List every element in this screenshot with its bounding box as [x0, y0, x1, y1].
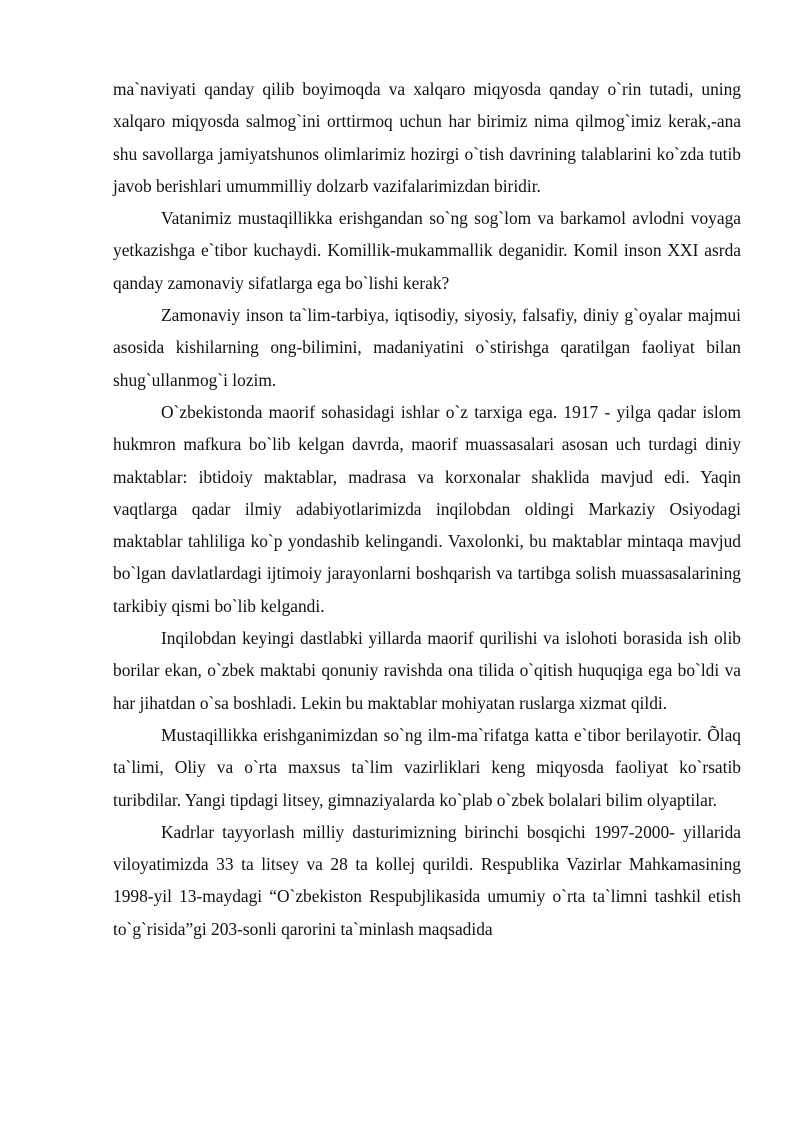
paragraph-mustaqillik: Mustaqillikka erishganimizdan so`ng ilm-ma`rifatga katta e`tibor berilayotir. Õlaq ta`limi, Oliy va o`rta maxsus ta`lim vazirliklari keng miqyosda faoliyat ko`rsatib turibdilar. Yangi tipdagi litsey, gimnaziyalarda ko`plab o`zbek bolalari bilim olyaptilar. [113, 724, 741, 810]
paragraph-kadrlar-tayyorlash: Kadrlar tayyorlash milliy dasturimizning birinchi bosqichi 1997-2000- yillarida viloyatimizda 33 ta litsey va 28 ta kollej qurildi. Respublika Vazirlar Mahkamasining 1998-yil 13-maydagi “O`zbekiston Respubjlikasida umumiy o`rta ta`limni tashkil etish to`g`risida”gi 203-sonli qarorini ta`minlash maqsadida [113, 821, 741, 939]
paragraph-vatanimiz: Vatanimiz mustaqillikka erishgandan so`ng sog`lom va barkamol avlodni voyaga yetkazishga e`tibor kuchaydi. Komillik-mukammallik deganidir. Komil inson XXI asrda qanday zamonaviy sifatlarga ega bo`lishi kerak? [113, 208, 741, 293]
document-page [113, 73, 741, 945]
paragraph-zamonaviy-inson: Zamonaviy inson ta`lim-tarbiya, iqtisodiy, siyosiy, falsafiy, diniy g`oyalar majmui asosida kishilarning ong-bilimini, madaniyatini o`stirishga qaratilgan faoliyat bilan shug`ullanmog`i lozim. [113, 305, 741, 390]
paragraph-inqilobdan-keyingi: Inqilobdan keyingi dastlabki yillarda maorif qurilishi va islohoti borasida ish olib borilar ekan, o`zbek maktabi qonuniy ravishda ona tilida o`qitish huquqiga ega bo`ldi va har jihatdan o`sa boshladi. Lekin bu maktablar mohiyatan ruslarga xizmat qildi. [113, 628, 741, 713]
paragraph-continuation: ma`naviyati qanday qilib boyimoqda va xalqaro miqyosda qanday o`rin tutadi, uning xalqaro miqyosda salmog`ini orttirmoq uchun har birimiz nima qilmog`imiz kerak,-ana shu savollarga jamiyatshunos olimlarimiz hozirgi o`tish davrining talablarini ko`zda tutib javob berishlari umummilliy dolzarb vazifalarimizdan biridir. [113, 79, 741, 196]
paragraph-maorif-tarixi: O`zbekistonda maorif sohasidagi ishlar o`z tarxiga ega. 1917 - yilga qadar islom hukmron mafkura bo`lib kelgan davrda, maorif muassasalari asosan uch turdagi diniy maktablar: ibtidoiy maktablar, madrasa va korxonalar shaklida mavjud edi. Yaqin vaqtlarga qadar ilmiy adabiyotlarimizda inqilobdan oldingi Markaziy Osiyodagi maktablar tahliliga ko`p yondashib kelingandi. Vaxolonki, bu maktablar mintaqa mavjud bo`lgan davlatlardagi ijtimoiy jarayonlarni boshqarish va tartibga solish muassasalarining tarkibiy qismi bo`lib kelgandi. [113, 401, 741, 616]
